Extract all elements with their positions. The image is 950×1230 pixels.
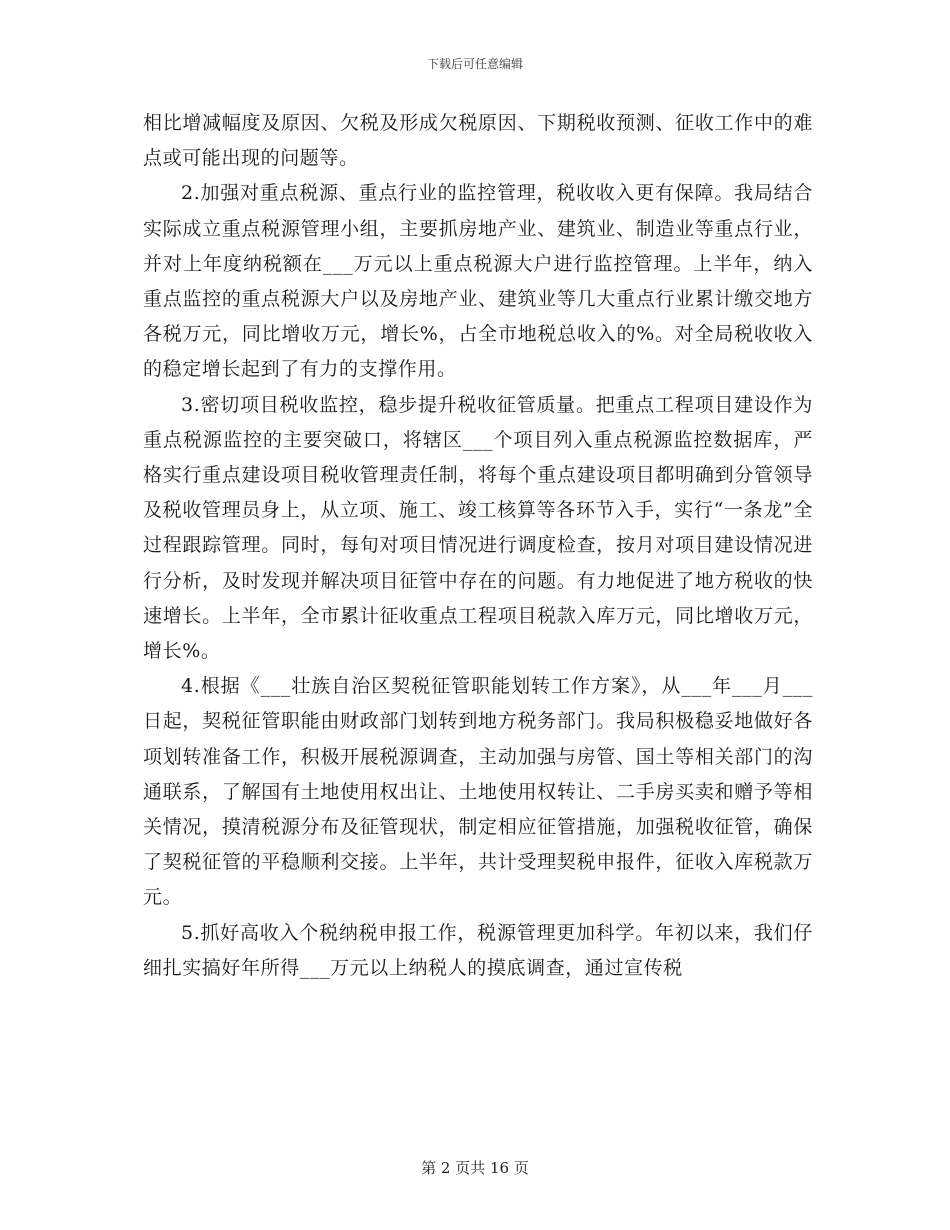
- page-header: 下载后可任意编辑: [426, 57, 523, 71]
- paragraph-5: 5.抓好高收入个税纳税申报工作，税源管理更加科学。年初以来，我们仔细扎实搞好年所得___万元以上纳税人的摸底调查，通过宣传税: [143, 921, 813, 979]
- paragraph-1: 相比增减幅度及原因、欠税及形成欠税原因、下期税收预测、征收工作中的难点或可能出现的问题等。: [143, 112, 813, 170]
- document-body: [143, 106, 813, 986]
- page-footer: 第 2 页共 16 页: [421, 1159, 529, 1177]
- paragraph-3: 3.密切项目税收监控，稳步提升税收征管质量。把重点工程项目建设作为重点税源监控的主要突破口，将辖区___个项目列入重点税源监控数据库，严格实行重点建设项目税收管理责任制，将每个重点建设项目都明确到分管领导及税收管理员身上，从立项、施工、竣工核算等各环节入手，实行“一条龙”全过程跟踪管理。同时，每旬对项目情况进行调度检查，按月对项目建设情况进行分析，及时发现并解决项目征管中存在的问题。有力地促进了地方税收的快速增长。上半年，全市累计征收重点工程项目税款入库万元，同比增收万元，增长%。: [143, 393, 813, 663]
- paragraph-2: 2.加强对重点税源、重点行业的监控管理，税收收入更有保障。我局结合实际成立重点税源管理小组，主要抓房地产业、建筑业、制造业等重点行业，并对上年度纳税额在___万元以上重点税源大户进行监控管理。上半年，纳入重点监控的重点税源大户以及房地产业、建筑业等几大重点行业累计缴交地方各税万元，同比增收万元，增长%，占全市地税总收入的%。对全局税收收入的稳定增长起到了有力的支撑作用。: [143, 182, 813, 381]
- paragraph-4: 4.根据《___壮族自治区契税征管职能划转工作方案》，从___年___月___日起，契税征管职能由财政部门划转到地方税务部门。我局积极稳妥地做好各项划转准备工作，积极开展税源调查，主动加强与房管、国土等相关部门的沟通联系，了解国有土地使用权出让、土地使用权转让、二手房买卖和赠予等相关情况，摸清税源分布及征管现状，制定相应征管措施，加强税收征管，确保了契税征管的平稳顺利交接。上半年，共计受理契税申报件，征收入库税款万元。: [143, 675, 813, 909]
